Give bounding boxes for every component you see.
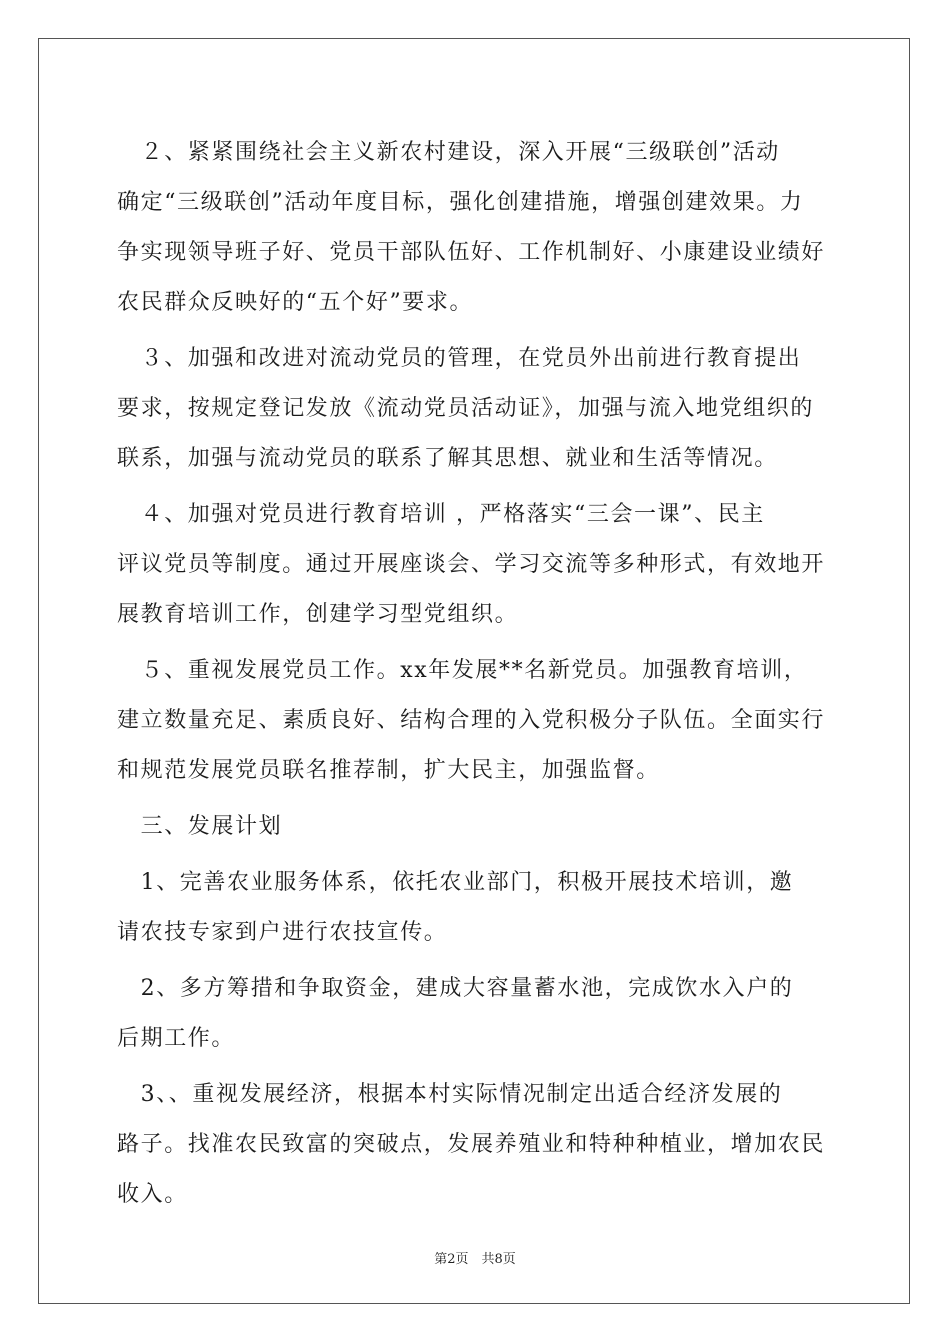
paragraph-item-3 xyxy=(117,334,835,484)
document-body xyxy=(117,128,835,1220)
paragraph-item-5 xyxy=(117,646,835,796)
paragraph-item-2 xyxy=(117,128,835,328)
text-line: 1、完善农业服务体系，依托农业部门，积极开展技术培训，邀 xyxy=(117,870,794,895)
text-line: 和规范发展党员联名推荐制，扩大民主，加强监督。 xyxy=(117,758,660,783)
text-line: 要求，按规定登记发放《流动党员活动证》，加强与流入地党组织的 xyxy=(117,396,815,421)
text-line: 建立数量充足、素质良好、结构合理的入党积极分子队伍。全面实行 xyxy=(117,708,826,733)
heading-line: 三、发展计划 xyxy=(117,814,283,839)
text-line: 收入。 xyxy=(117,1182,188,1207)
text-line: 2、多方筹措和争取资金，建成大容量蓄水池，完成饮水入户的 xyxy=(117,976,794,1001)
page-number-footer: 第2页 共8页 xyxy=(434,1252,516,1267)
text-line: ５、重视发展党员工作。xx年发展**名新党员。加强教育培训， xyxy=(117,658,808,683)
text-line: 联系，加强与流动党员的联系了解其思想、就业和生活等情况。 xyxy=(117,446,778,471)
text-line: 请农技专家到户进行农技宣传。 xyxy=(117,920,448,945)
text-line: 评议党员等制度。通过开展座谈会、学习交流等多种形式，有效地开 xyxy=(117,552,826,577)
text-line: ２、紧紧围绕社会主义新农村建设，深入开展“三级联创”活动 xyxy=(117,140,780,165)
section-heading xyxy=(117,802,835,852)
text-line: ４、加强对党员进行教育培训 ，严格落实“三会一课”、民主 xyxy=(117,502,765,527)
text-line: 路子。找准农民致富的突破点，发展养殖业和特种种植业，增加农民 xyxy=(117,1132,826,1157)
text-line: ３、加强和改进对流动党员的管理，在党员外出前进行教育提出 xyxy=(117,346,802,371)
paragraph-item-4 xyxy=(117,490,835,640)
plan-item-2 xyxy=(117,964,835,1064)
text-line: 农民群众反映好的“五个好”要求。 xyxy=(117,290,474,315)
text-line: 确定“三级联创”活动年度目标，强化创建措施，增强创建效果。力 xyxy=(117,190,804,215)
text-line: 争实现领导班子好、党员干部队伍好、工作机制好、小康建设业绩好 xyxy=(117,240,826,265)
text-line: 3、、重视发展经济，根据本村实际情况制定出适合经济发展的 xyxy=(117,1082,783,1107)
text-line: 后期工作。 xyxy=(117,1026,236,1051)
text-line: 展教育培训工作，创建学习型党组织。 xyxy=(117,602,519,627)
plan-item-3 xyxy=(117,1070,835,1220)
plan-item-1 xyxy=(117,858,835,958)
